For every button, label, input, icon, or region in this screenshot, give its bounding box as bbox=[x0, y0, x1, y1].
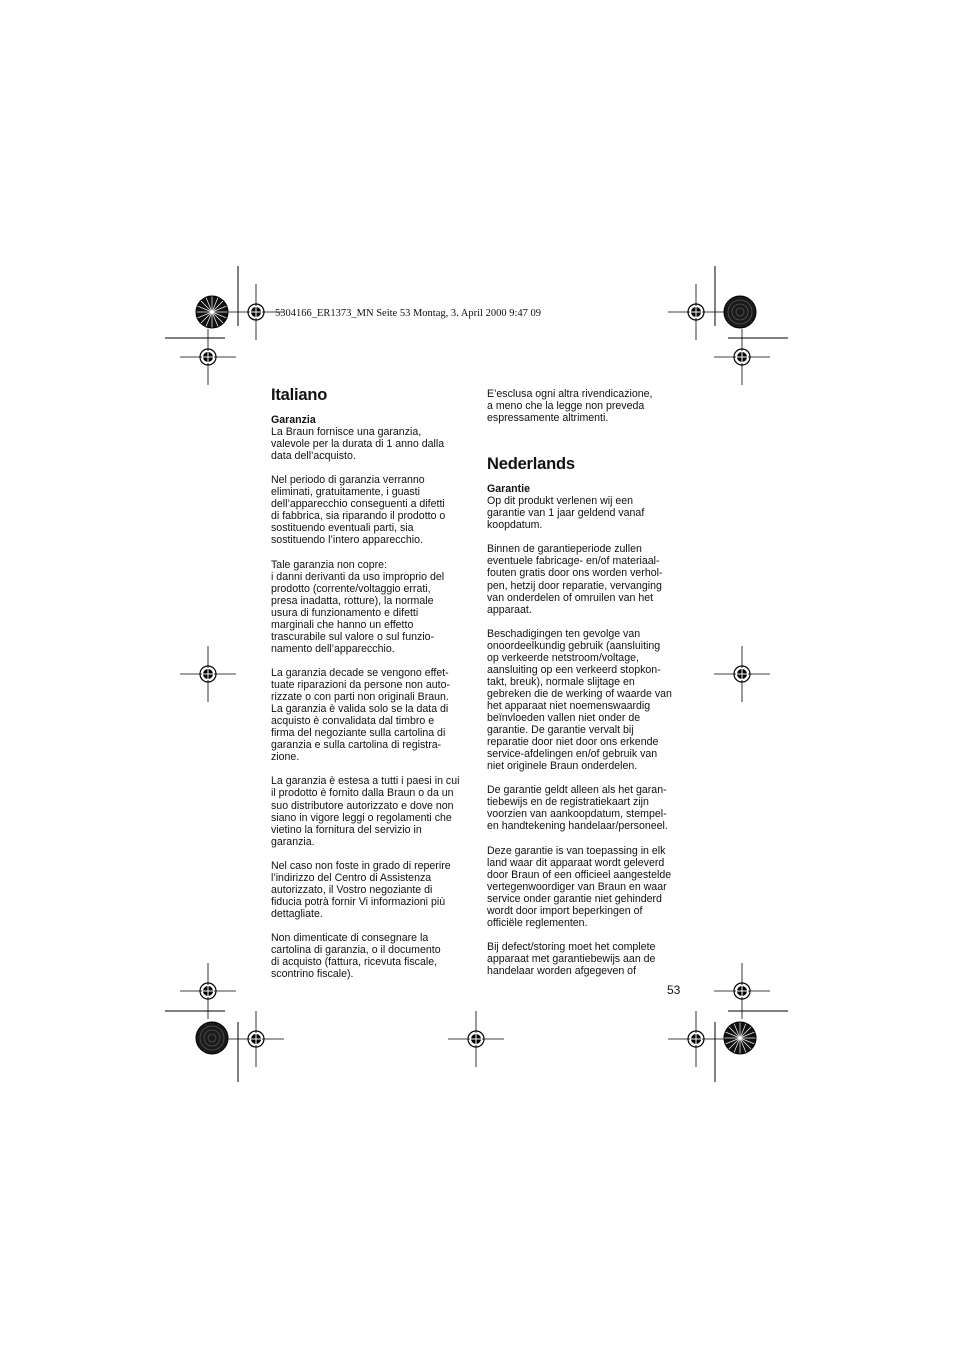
italiano-heading: Italiano bbox=[271, 386, 328, 404]
nederlands-paragraph-3: Beschadigingen ten gevolge van onoordeelkundig gebruik (aansluiting op verkeerde netstroom/voltage, aansluiting op een verkeerd stopkon- takt, breuk), normale slijtage en gebreken die de werking of waarde van het apparaat niet noemenswaardig beïnvloeden vallen niet onder de garantie. De garantie vervalt bij reparatie door niet door ons erkende service-afdelingen en/of gebruik van niet originele Braun onderdelen. bbox=[487, 627, 672, 773]
page-number: 53 bbox=[667, 983, 681, 997]
italiano-paragraph-1: La Braun fornisce una garanzia, valevole per la durata di 1 anno dalla data dell’acquisto. bbox=[271, 426, 445, 463]
nederlands-paragraph-4: De garantie geldt alleen als het garan- tiebewijs en de registratiekaart zijn voorzien van aankoopdatum, stempel- en handtekening handelaar/personeel. bbox=[487, 784, 668, 833]
italiano-paragraph-4: La garanzia decade se vengono effet- tuate riparazioni da persone non auto- rizzate o con parti non originali Braun. La garanzia è valida solo se la data di acquisto è convalidata dal timbro e firma del negoziante sulla cartolina di garanzia e sulla cartolina di registra- zione. bbox=[271, 666, 451, 764]
italiano-paragraph-2: Nel periodo di garanzia verranno eliminati, gratuitamente, i guasti dell’apparecchio conseguenti a difetti di fabbrica, sia riparando il prodotto o sostituendo eventuali parti, sia sostituendo l’intero apparecchio. bbox=[271, 474, 446, 547]
nederlands-paragraph-6: Bij defect/storing moet het complete apparaat met garantiebewijs aan de handelaar worden afgegeven of bbox=[487, 940, 656, 978]
garanzia-subheading: Garanzia bbox=[271, 414, 316, 426]
garantie-subheading: Garantie bbox=[487, 483, 530, 496]
nederlands-heading: Nederlands bbox=[487, 455, 575, 474]
nederlands-paragraph-5: Deze garantie is van toepassing in elk land waar dit apparaat wordt geleverd door Braun of een officieel aangestelde vertegenwoordiger van Braun en waar service onder garantie niet gehinderd wordt door import beperkingen of officiële reglementen. bbox=[487, 844, 672, 929]
nederlands-column bbox=[487, 388, 685, 989]
italiano-paragraph-3: Tale garanzia non copre: i danni derivanti da uso improprio del prodotto (corrente/voltaggio errati, presa inadatta, rotture), la normale usura di funzionamento e difetti marginali che hanno un effetto trascurabile sul valore o sul funzio- namento dell’apparecchio. bbox=[271, 558, 445, 655]
italiano-continuation: E’esclusa ogni altra rivendicazione, a meno che la legge non preveda espressamente altrimenti. bbox=[487, 388, 653, 425]
print-info-header: 5304166_ER1373_MN Seite 53 Montag, 3. April 2000 9:47 09 bbox=[275, 308, 541, 319]
italiano-paragraph-7: Non dimenticate di consegnare la cartolina di garanzia, o il documento di acquisto (fattura, ricevuta fiscale, scontrino fiscale). bbox=[271, 932, 441, 981]
nederlands-paragraph-1: Op dit produkt verlenen wij een garantie van 1 jaar geldend vanaf koopdatum. bbox=[487, 495, 645, 532]
nederlands-paragraph-2: Binnen de garantieperiode zullen eventuele fabricage- en/of materiaal- fouten gratis door ons worden verhol- pen, hetzij door reparatie, vervanging van onderdelen of omruilen van het apparaat. bbox=[487, 543, 663, 616]
italiano-paragraph-6: Nel caso non foste in grado di reperire l’indirizzo del Centro di Assistenza autorizzato, il Vostro negoziante di fiducia potrà fornir Vi informazioni più dettagliate. bbox=[271, 859, 451, 920]
italiano-paragraph-5: La garanzia è estesa a tutti i paesi in cui il prodotto è fornito dalla Braun o da un suo distributore autorizzato e dove non siano in vigore leggi o regolamenti che vietino la fornitura del servizio in garanzia. bbox=[271, 775, 460, 848]
italiano-column bbox=[271, 385, 467, 992]
